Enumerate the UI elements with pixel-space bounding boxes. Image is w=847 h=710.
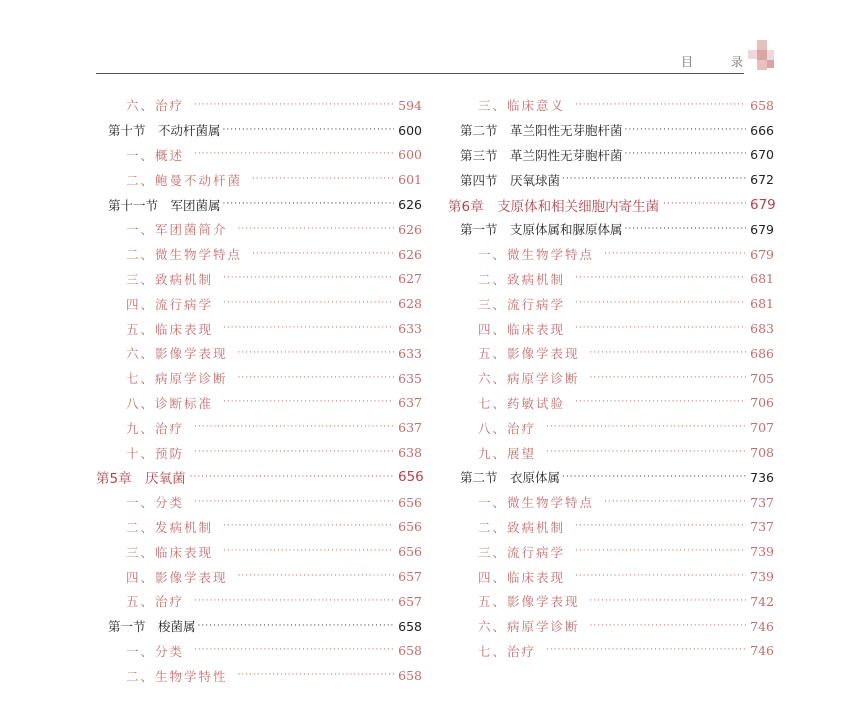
toc-item-entry[interactable] [448,515,774,540]
toc-leader-dots [194,448,394,457]
toc-item-entry[interactable] [96,316,422,341]
toc-page-number: 633 [398,345,422,361]
toc-leader-dots [562,175,746,184]
toc-entry-title: 二、致病机制 [478,519,566,535]
toc-leader-dots [663,200,746,209]
toc-leader-dots [575,274,746,283]
toc-leader-dots [223,274,394,283]
toc-item-entry[interactable] [448,564,774,589]
toc-entry-title: 第二节 革兰阳性无芽胞杆菌 [460,123,623,139]
toc-page-number: 737 [750,494,774,510]
toc-page-number: 658 [750,97,774,113]
toc-page-number: 635 [398,370,422,386]
toc-page-number: 626 [398,221,422,237]
toc-entry-title: 七、药敏试验 [478,395,566,411]
toc-section-entry[interactable] [448,167,774,192]
toc-leader-dots [575,101,746,110]
toc-page-number: 672 [750,172,774,188]
toc-item-entry[interactable] [448,639,774,664]
toc-entry-title: 二、鲍曼不动杆菌 [126,172,243,188]
toc-page-number: 679 [750,196,776,213]
toc-entry-title: 三、致病机制 [126,271,214,287]
toc-page-number: 705 [750,370,774,386]
toc-entry-title: 五、影像学表现 [478,594,580,610]
toc-section-entry[interactable] [448,143,774,168]
toc-entry-title: 一、微生物学特点 [478,247,595,263]
toc-page-number: 707 [750,420,774,436]
toc-item-entry[interactable] [96,217,422,242]
toc-leader-dots [546,646,746,655]
toc-leader-dots [625,150,746,159]
toc-item-entry[interactable] [96,490,422,515]
toc-leader-dots [625,126,746,135]
toc-item-entry[interactable] [448,391,774,416]
toc-leader-dots [604,498,746,507]
toc-entry-title: 第一节 梭菌属 [108,619,196,635]
toc-item-entry[interactable] [96,440,422,465]
toc-page-number: 679 [750,246,774,262]
toc-page-number: 600 [398,122,422,138]
toc-page-number: 708 [750,445,774,461]
toc-page-number: 737 [750,519,774,535]
toc-page-number: 638 [398,445,422,461]
toc-entry-title: 二、致病机制 [478,271,566,287]
toc-page-number: 681 [750,271,774,287]
toc-page-number: 746 [750,618,774,634]
toc-entry-title: 九、展望 [478,445,537,461]
decorative-squares [748,40,774,74]
toc-entry-title: 四、影像学表现 [126,569,228,585]
toc-page-number: 746 [750,643,774,659]
toc-item-entry[interactable] [448,440,774,465]
toc-entry-title: 第三节 革兰阴性无芽胞杆菌 [460,147,623,163]
toc-leader-dots [575,299,746,308]
toc-leader-dots [252,250,394,259]
toc-leader-dots [198,622,394,631]
toc-page-number: 666 [750,122,774,138]
toc-section-entry[interactable] [448,217,774,242]
toc-entry-title: 一、军团菌简介 [126,222,228,238]
toc-leader-dots [546,448,746,457]
toc-entry-title: 二、发病机制 [126,519,214,535]
toc-entry-title: 九、治疗 [126,420,185,436]
toc-item-entry[interactable] [448,267,774,292]
toc-item-entry[interactable] [96,539,422,564]
toc-entry-title: 第6章 支原体和相关细胞内寄生菌 [448,198,660,215]
toc-leader-dots [194,423,394,432]
toc-leader-dots [223,547,394,556]
toc-leader-dots [238,225,394,234]
toc-entry-title: 第二节 衣原体属 [460,470,561,486]
toc-entry-title: 四、临床表现 [478,569,566,585]
toc-section-entry[interactable] [96,118,422,143]
toc-entry-title: 七、治疗 [478,643,537,659]
toc-leader-dots [590,349,746,358]
toc-page-number: 656 [398,519,422,535]
toc-entry-title: 五、临床表现 [126,321,214,337]
toc-entry-title: 十、预防 [126,445,185,461]
toc-page-number: 683 [750,321,774,337]
toc-item-entry[interactable] [96,93,422,118]
toc-page-number: 739 [750,544,774,560]
toc-entry-title: 第十节 不动杆菌属 [108,123,221,139]
toc-item-entry[interactable] [96,341,422,366]
toc-item-entry[interactable] [448,366,774,391]
toc-leader-dots [238,374,394,383]
toc-leader-dots [625,225,746,234]
toc-entry-title: 第5章 厌氧菌 [96,471,186,488]
toc-page-number: 657 [398,569,422,585]
toc-page-number: 658 [398,668,422,684]
toc-leader-dots [575,572,746,581]
header-title-char-1: 目 [681,55,694,69]
toc-page-number: 686 [750,345,774,361]
toc-item-entry[interactable] [96,291,422,316]
toc-page-number: 739 [750,569,774,585]
toc-leader-dots [252,175,394,184]
toc-entry-title: 六、病原学诊断 [478,371,580,387]
toc-item-entry[interactable] [96,639,422,664]
toc-page-number: 656 [398,544,422,560]
toc-page-number: 679 [750,221,774,237]
toc-leader-dots [194,498,394,507]
toc-page-number: 736 [750,469,774,485]
toc-section-entry[interactable] [448,465,774,490]
toc-entry-title: 六、病原学诊断 [478,619,580,635]
toc-item-entry[interactable] [448,341,774,366]
toc-page-number: 742 [750,593,774,609]
toc-page-number: 594 [398,97,422,113]
toc-page-number: 637 [398,420,422,436]
toc-item-entry[interactable] [96,663,422,688]
toc-item-entry[interactable] [96,242,422,267]
toc-page-number: 600 [398,147,422,163]
toc-item-entry[interactable] [448,539,774,564]
toc-leader-dots [238,671,394,680]
toc-leader-dots [575,522,746,531]
toc-leader-dots [590,597,746,606]
header-rule [96,73,744,74]
toc-page-number: 657 [398,593,422,609]
toc-entry-title: 一、分类 [126,495,185,511]
toc-item-entry[interactable] [96,515,422,540]
toc-entry-title: 六、影像学表现 [126,346,228,362]
toc-item-entry[interactable] [96,267,422,292]
toc-section-entry[interactable] [96,614,422,639]
toc-entry-title: 第十一节 军团菌属 [108,197,221,213]
toc-entry-title: 八、诊断标准 [126,395,214,411]
toc-item-entry[interactable] [96,143,422,168]
toc-leader-dots [223,126,394,135]
toc-page-number: 633 [398,321,422,337]
toc-entry-title: 一、分类 [126,643,185,659]
toc-item-entry[interactable] [448,316,774,341]
toc-entry-title: 五、影像学表现 [478,346,580,362]
toc-chapter-entry[interactable] [96,465,422,490]
toc-entry-title: 三、流行病学 [478,544,566,560]
toc-leader-dots [590,622,746,631]
toc-page-number: 627 [398,271,422,287]
toc-entry-title: 第一节 支原体属和脲原体属 [460,222,623,238]
toc-right-column [448,93,774,663]
toc-page-number: 670 [750,147,774,163]
toc-entry-title: 四、临床表现 [478,321,566,337]
toc-leader-dots [223,324,394,333]
toc-entry-title: 二、生物学特性 [126,668,228,684]
toc-entry-title: 四、流行病学 [126,296,214,312]
toc-page-number: 656 [398,469,424,486]
toc-item-entry[interactable] [448,242,774,267]
toc-entry-title: 一、概述 [126,147,185,163]
toc-leader-dots [194,150,394,159]
toc-leader-dots [223,398,394,407]
toc-item-entry[interactable] [96,564,422,589]
toc-entry-title: 三、流行病学 [478,296,566,312]
toc-item-entry[interactable] [96,167,422,192]
toc-item-entry[interactable] [96,391,422,416]
toc-item-entry[interactable] [96,415,422,440]
toc-section-entry[interactable] [448,118,774,143]
toc-entry-title: 六、治疗 [126,98,185,114]
toc-entry-title: 七、病原学诊断 [126,371,228,387]
toc-left-column [96,93,422,688]
toc-page-number: 601 [398,172,422,188]
toc-item-entry[interactable] [448,291,774,316]
header-title-char-2: 录 [730,55,743,69]
toc-item-entry[interactable] [448,490,774,515]
toc-entry-title: 二、微生物学特点 [126,247,243,263]
toc-item-entry[interactable] [448,415,774,440]
toc-leader-dots [562,473,746,482]
toc-item-entry[interactable] [96,589,422,614]
page-header-title [681,53,743,70]
toc-leader-dots [194,646,394,655]
toc-section-entry[interactable] [96,192,422,217]
toc-page-number: 658 [398,643,422,659]
toc-leader-dots [575,324,746,333]
toc-page-number: 626 [398,197,422,213]
toc-leader-dots [194,101,394,110]
toc-entry-title: 五、治疗 [126,594,185,610]
toc-entry-title: 一、微生物学特点 [478,495,595,511]
toc-entry-title: 三、临床表现 [126,544,214,560]
toc-leader-dots [223,522,394,531]
toc-item-entry[interactable] [448,93,774,118]
toc-leader-dots [604,250,746,259]
toc-page-number: 681 [750,296,774,312]
toc-page-number: 706 [750,395,774,411]
toc-item-entry[interactable] [96,366,422,391]
toc-leader-dots [194,597,394,606]
toc-page-number: 658 [398,618,422,634]
toc-leader-dots [546,423,746,432]
toc-leader-dots [590,374,746,383]
toc-entry-title: 八、治疗 [478,420,537,436]
toc-page-number: 656 [398,494,422,510]
toc-entry-title: 第四节 厌氧球菌 [460,172,561,188]
toc-item-entry[interactable] [448,589,774,614]
toc-chapter-entry[interactable] [448,192,774,217]
toc-leader-dots [190,473,394,482]
toc-leader-dots [575,547,746,556]
toc-leader-dots [238,572,394,581]
toc-item-entry[interactable] [448,614,774,639]
toc-leader-dots [223,299,394,308]
toc-page-number: 626 [398,246,422,262]
toc-leader-dots [238,349,394,358]
toc-entry-title: 三、临床意义 [478,98,566,114]
toc-leader-dots [223,200,394,209]
toc-page-number: 637 [398,395,422,411]
toc-page-number: 628 [398,296,422,312]
toc-leader-dots [575,398,746,407]
